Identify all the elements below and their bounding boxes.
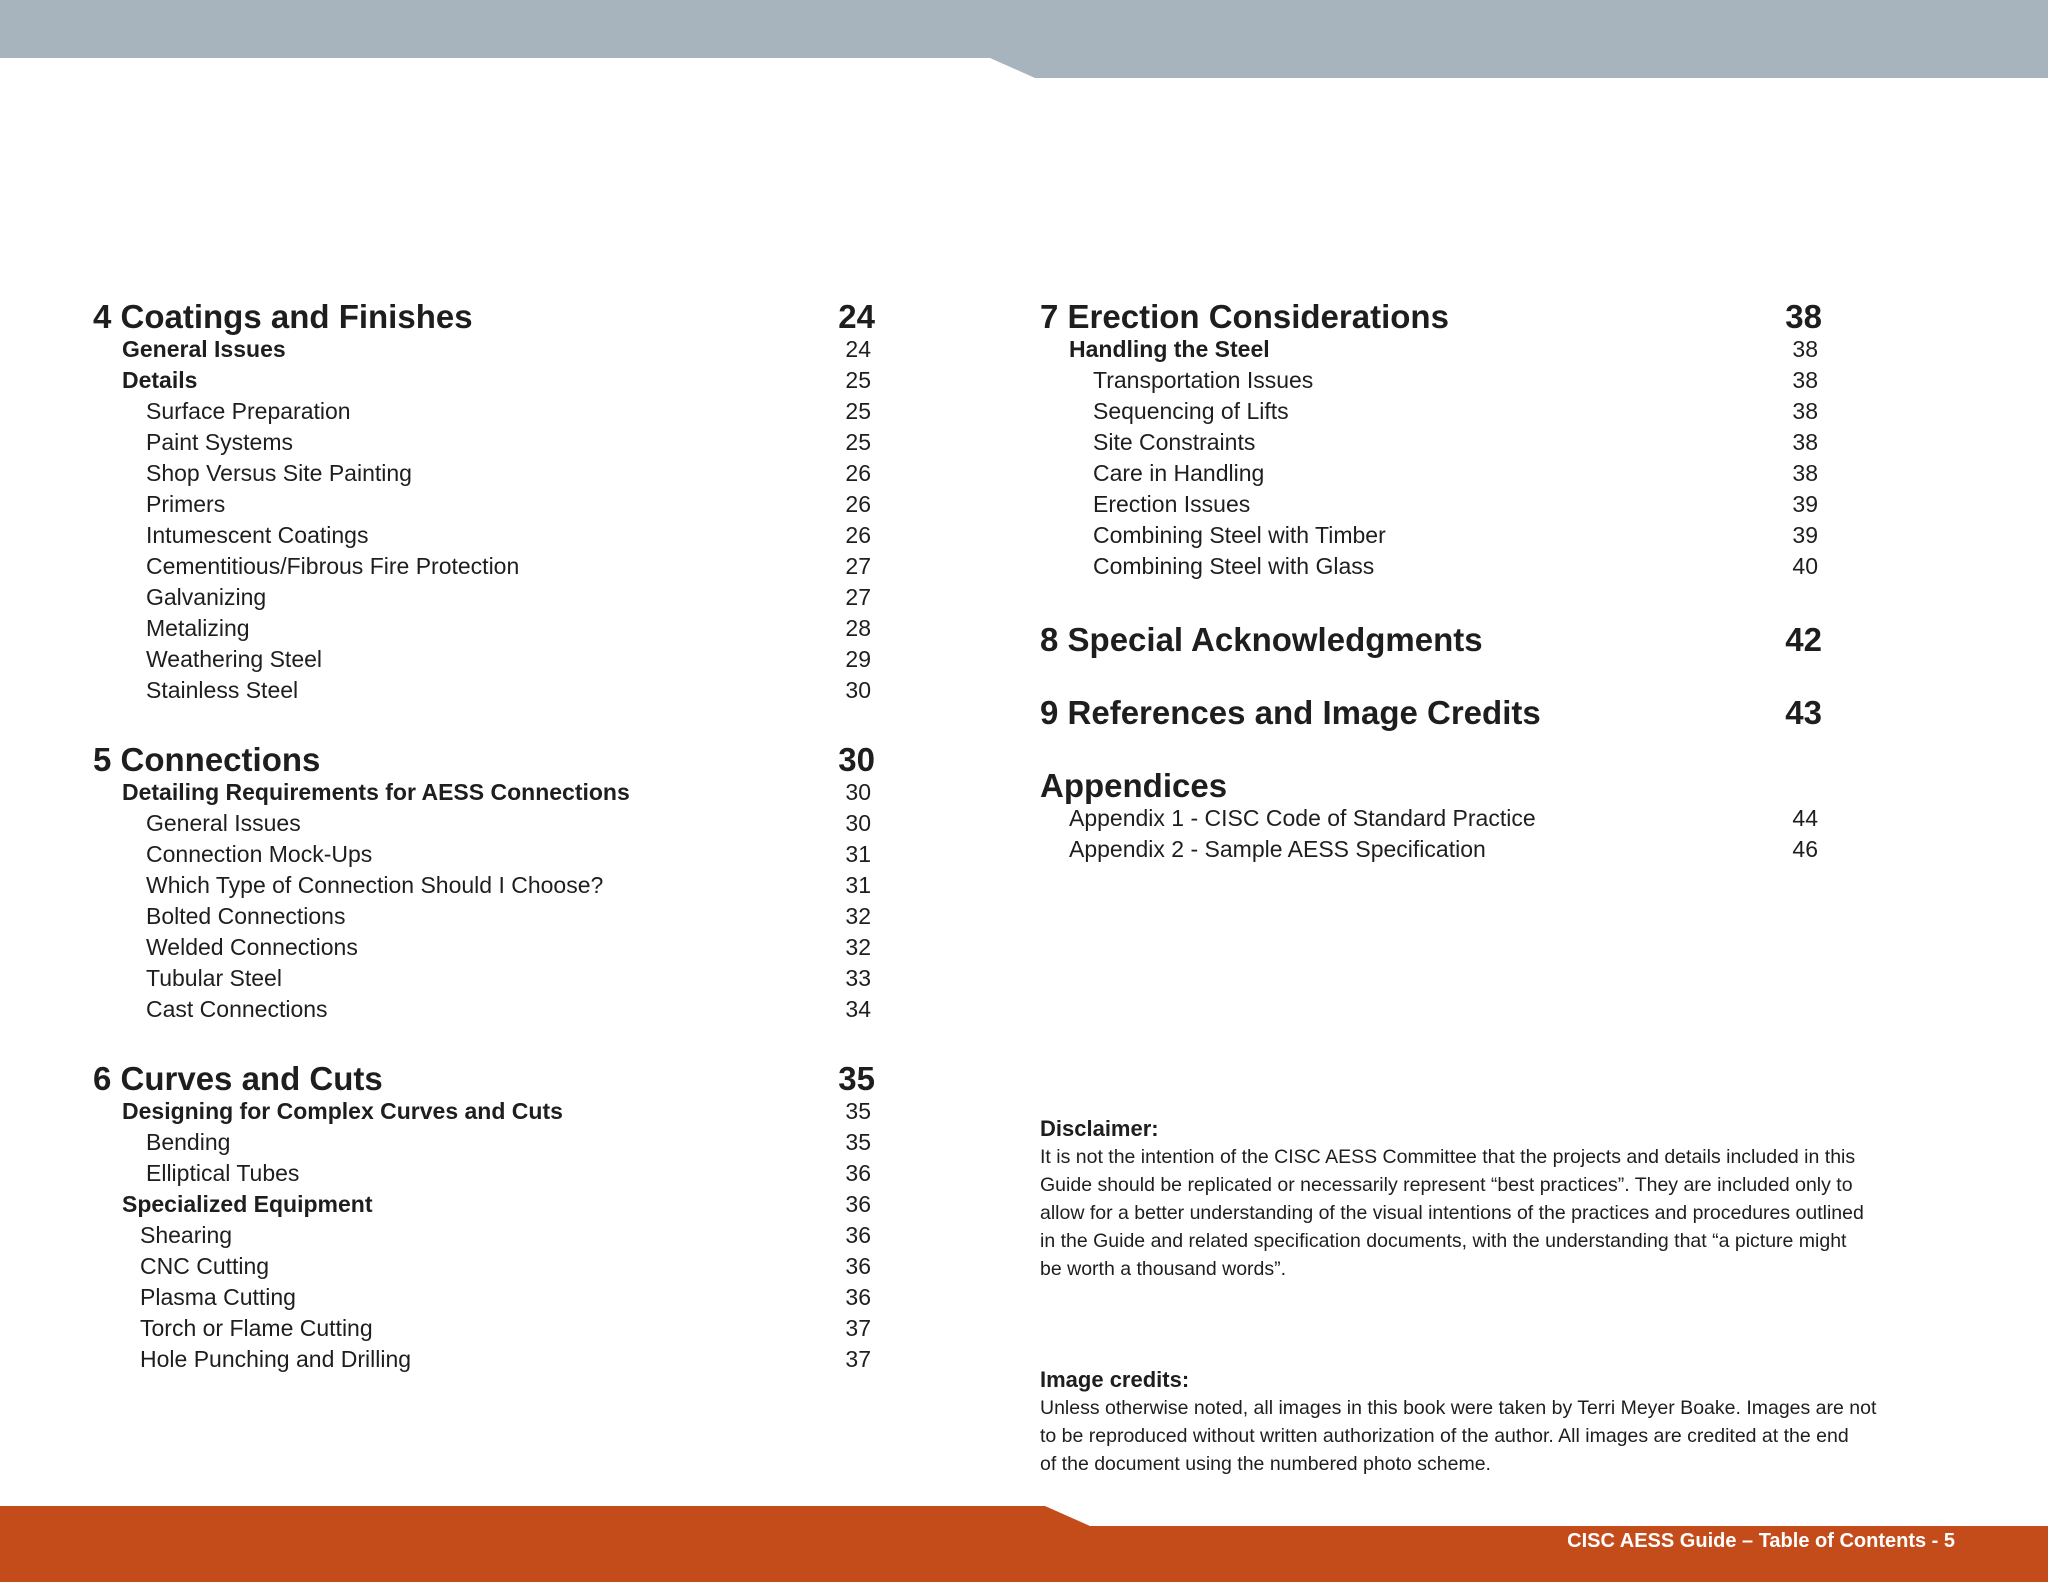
toc-page-number: 36 [845,1253,871,1279]
toc-entry-title: 9 References and Image Credits [1040,694,1541,731]
toc-page-number: 28 [845,615,871,641]
toc-page-number: 25 [845,367,871,393]
toc-entry-cnc-cutting[interactable] [93,1251,875,1282]
image-credits-line: Unless otherwise noted, all images in this book were taken by Terri Meyer Boake. Images are not [1040,1397,1877,1419]
toc-entry-galvanizing[interactable] [93,582,875,613]
toc-entry-primers[interactable] [93,489,875,520]
toc-entry-bolted-connections[interactable] [93,901,875,932]
disclaimer-line: allow for a better understanding of the visual intentions of the practices and procedures outlined [1040,1202,1864,1224]
toc-page-number: 44 [1792,805,1818,831]
toc-entry-title: Torch or Flame Cutting [140,1315,373,1341]
toc-chapter-appendices[interactable] [1040,768,1822,803]
toc-chapter-7-erection-considerations[interactable] [1040,299,1822,334]
toc-page-number: 26 [845,522,871,548]
toc-entry-title: Hole Punching and Drilling [140,1346,412,1372]
toc-entry-combining-steel-with-timber[interactable] [1040,520,1822,551]
toc-page-number: 24 [845,336,871,362]
toc-entry-hole-punching-and-drilling[interactable] [93,1344,875,1375]
toc-chapter-9-references-and-image-credits[interactable] [1040,695,1822,730]
toc-entry-bending[interactable] [93,1127,875,1158]
toc-page-number: 33 [845,965,871,991]
toc-entry-title: Specialized Equipment [122,1191,373,1217]
image-credits-line: to be reproduced without written authorization of the author. All images are credited at the end [1040,1425,1849,1447]
toc-page-number: 46 [1792,836,1818,862]
toc-page-number: 35 [845,1098,871,1124]
toc-entry-title: Cementitious/Fibrous Fire Protection [146,553,520,579]
toc-entry-title: Transportation Issues [1093,367,1314,393]
image-credits-line: of the document using the numbered photo scheme. [1040,1453,1491,1475]
toc-entry-title: Erection Issues [1093,491,1251,517]
toc-page-number: 25 [845,429,871,455]
toc-entry-connection-mock-ups[interactable] [93,839,875,870]
toc-entry-title: Handling the Steel [1069,336,1270,362]
toc-entry-general-issues[interactable] [93,808,875,839]
toc-page-number: 38 [1792,367,1818,393]
toc-page-number: 32 [845,934,871,960]
toc-entry-title: Intumescent Coatings [146,522,369,548]
toc-entry-cementitious-fibrous-fire-protection[interactable] [93,551,875,582]
toc-entry-shearing[interactable] [93,1220,875,1251]
toc-entry-title: Primers [146,491,226,517]
toc-entry-title: General Issues [122,336,286,362]
toc-entry-weathering-steel[interactable] [93,644,875,675]
toc-entry-handling-the-steel[interactable] [1040,334,1822,365]
disclaimer-line: be worth a thousand words”. [1040,1258,1287,1280]
toc-page-number: 30 [838,741,875,778]
toc-page-number: 24 [838,298,875,335]
toc-entry-title: Shop Versus Site Painting [146,460,412,486]
toc-entry-plasma-cutting[interactable] [93,1282,875,1313]
toc-right-column [1040,299,1822,865]
toc-chapter-4-coatings-and-finishes[interactable] [93,299,875,334]
toc-entry-title: Sequencing of Lifts [1093,398,1289,424]
toc-page-number: 43 [1785,694,1822,731]
toc-entry-title: Bolted Connections [146,903,346,929]
toc-entry-transportation-issues[interactable] [1040,365,1822,396]
toc-left-column [93,299,875,1375]
toc-entry-tubular-steel[interactable] [93,963,875,994]
toc-page-number: 38 [1785,298,1822,335]
toc-page-number: 30 [845,779,871,805]
toc-page-number: 42 [1785,621,1822,658]
toc-page-number: 38 [1792,460,1818,486]
toc-entry-title: Details [122,367,198,393]
toc-page-number: 30 [845,677,871,703]
toc-chapter-5-connections[interactable] [93,742,875,777]
toc-entry-title: Appendices [1040,767,1228,804]
toc-page-number: 30 [845,810,871,836]
toc-entry-details[interactable] [93,365,875,396]
toc-page-number: 38 [1792,336,1818,362]
toc-page-number: 37 [845,1346,871,1372]
toc-entry-appendix-2-sample-aess-specification[interactable] [1040,834,1822,865]
toc-entry-combining-steel-with-glass[interactable] [1040,551,1822,582]
toc-page-number: 31 [845,841,871,867]
toc-page-number: 26 [845,460,871,486]
disclaimer-text [1040,1143,1960,1283]
toc-entry-title: Combining Steel with Glass [1093,553,1375,579]
toc-entry-title: Welded Connections [146,934,358,960]
toc-entry-title: Cast Connections [146,996,328,1022]
toc-entry-title: Galvanizing [146,584,267,610]
toc-entry-which-type-of-connection-should-i-choose[interactable] [93,870,875,901]
toc-entry-elliptical-tubes[interactable] [93,1158,875,1189]
toc-entry-title: 5 Connections [93,741,321,778]
toc-entry-title: Elliptical Tubes [146,1160,300,1186]
disclaimer-heading: Disclaimer: [1040,1116,1159,1141]
toc-entry-paint-systems[interactable] [93,427,875,458]
toc-page-number: 34 [845,996,871,1022]
toc-entry-title: CNC Cutting [140,1253,270,1279]
toc-entry-designing-for-complex-curves-and-cuts[interactable] [93,1096,875,1127]
footer-text: CISC AESS Guide – Table of Contents - 5 [1567,1530,1955,1552]
image-credits-text [1040,1394,1960,1478]
toc-entry-care-in-handling[interactable] [1040,458,1822,489]
toc-entry-appendix-1-cisc-code-of-standard-practice[interactable] [1040,803,1822,834]
toc-page-number: 39 [1792,491,1818,517]
toc-entry-general-issues[interactable] [93,334,875,365]
image-credits-heading: Image credits: [1040,1367,1190,1392]
toc-page-number: 40 [1792,553,1818,579]
toc-entry-title: Appendix 2 - Sample AESS Specification [1069,836,1486,862]
toc-entry-intumescent-coatings[interactable] [93,520,875,551]
toc-entry-title: General Issues [146,810,301,836]
toc-entry-title: 7 Erection Considerations [1040,298,1449,335]
toc-entry-welded-connections[interactable] [93,932,875,963]
toc-entry-erection-issues[interactable] [1040,489,1822,520]
toc-entry-title: Bending [146,1129,231,1155]
toc-entry-title: Shearing [140,1222,233,1248]
toc-entry-title: Appendix 1 - CISC Code of Standard Practice [1069,805,1536,831]
toc-page-number: 36 [845,1284,871,1310]
toc-entry-title: Detailing Requirements for AESS Connections [122,779,630,805]
disclaimer-line: Guide should be replicated or necessarily represent “best practices”. They are included only to [1040,1174,1853,1196]
toc-entry-title: Which Type of Connection Should I Choose? [146,872,604,898]
toc-page-number: 31 [845,872,871,898]
toc-page-number: 35 [838,1060,875,1097]
toc-entry-title: Weathering Steel [146,646,323,672]
image-credits [1040,1365,1960,1478]
toc-page-number: 36 [845,1191,871,1217]
toc-page-number: 29 [845,646,871,672]
toc-entry-title: Site Constraints [1093,429,1256,455]
toc-entry-title: Plasma Cutting [140,1284,296,1310]
header-band [0,0,2048,80]
toc-entry-site-constraints[interactable] [1040,427,1822,458]
toc-chapter-6-curves-and-cuts[interactable] [93,1061,875,1096]
toc-page-number: 36 [845,1222,871,1248]
toc-page-number: 27 [845,553,871,579]
toc-page-number: 35 [845,1129,871,1155]
toc-page-number: 37 [845,1315,871,1341]
toc-entry-stainless-steel[interactable] [93,675,875,706]
toc-entry-shop-versus-site-painting[interactable] [93,458,875,489]
toc-page-number: 27 [845,584,871,610]
toc-entry-title: Surface Preparation [146,398,351,424]
toc-page-number: 38 [1792,398,1818,424]
toc-entry-title: Tubular Steel [146,965,282,991]
toc-page-number: 26 [845,491,871,517]
toc-entry-torch-or-flame-cutting[interactable] [93,1313,875,1344]
toc-entry-title: 4 Coatings and Finishes [93,298,473,335]
toc-entry-title: Stainless Steel [146,677,299,703]
toc-entry-title: 6 Curves and Cuts [93,1060,383,1097]
toc-page-number: 36 [845,1160,871,1186]
toc-entry-surface-preparation[interactable] [93,396,875,427]
disclaimer-line: It is not the intention of the CISC AESS Committee that the projects and details included in this [1040,1146,1856,1168]
toc-entry-title: Metalizing [146,615,250,641]
toc-entry-title: Designing for Complex Curves and Cuts [122,1098,563,1124]
toc-page-number: 39 [1792,522,1818,548]
toc-page-number: 25 [845,398,871,424]
toc-entry-title: Combining Steel with Timber [1093,522,1386,548]
toc-entry-title: Care in Handling [1093,460,1265,486]
toc-page-number: 32 [845,903,871,929]
toc-entry-sequencing-of-lifts[interactable] [1040,396,1822,427]
toc-entry-metalizing[interactable] [93,613,875,644]
toc-entry-detailing-requirements-for-aess-connections[interactable] [93,777,875,808]
toc-entry-title: Connection Mock-Ups [146,841,373,867]
toc-entry-title: Paint Systems [146,429,293,455]
disclaimer-line: in the Guide and related specification documents, with the understanding that “a picture might [1040,1230,1847,1252]
toc-entry-specialized-equipment[interactable] [93,1189,875,1220]
disclaimer [1040,1114,1960,1283]
toc-page-number: 38 [1792,429,1818,455]
toc-entry-title: 8 Special Acknowledgments [1040,621,1483,658]
toc-chapter-8-special-acknowledgments[interactable] [1040,622,1822,657]
toc-entry-cast-connections[interactable] [93,994,875,1025]
